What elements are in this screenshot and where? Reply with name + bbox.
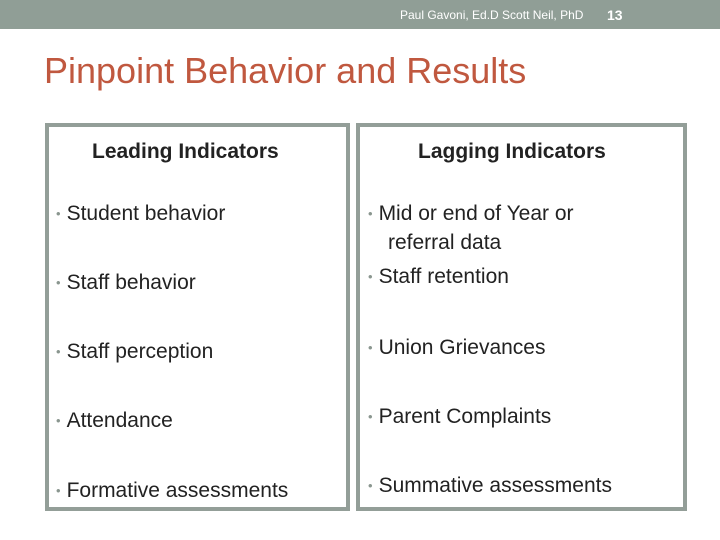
list-item: • Student behavior: [56, 202, 226, 225]
list-item: • Staff perception: [56, 340, 214, 363]
list-item: • Formative assessments: [56, 479, 289, 502]
lagging-indicators-box: [356, 123, 687, 511]
list-item-continuation: referral data: [388, 231, 502, 254]
authors: Paul Gavoni, Ed.D Scott Neil, PhD: [400, 8, 584, 22]
page-number: 13: [607, 7, 623, 23]
list-item: • Union Grievances: [368, 336, 546, 359]
list-item: • Staff retention: [368, 265, 509, 288]
lagging-heading: Lagging Indicators: [418, 140, 606, 163]
header-bar: [0, 0, 720, 29]
list-item: • Summative assessments: [368, 474, 612, 497]
list-item: • Mid or end of Year or: [368, 202, 574, 225]
list-item: • Attendance: [56, 409, 173, 432]
list-item: • Parent Complaints: [368, 405, 552, 428]
slide-title: Pinpoint Behavior and Results: [44, 50, 527, 91]
list-item: • Staff behavior: [56, 271, 196, 294]
leading-heading: Leading Indicators: [92, 140, 279, 163]
leading-indicators-box: [45, 123, 350, 511]
